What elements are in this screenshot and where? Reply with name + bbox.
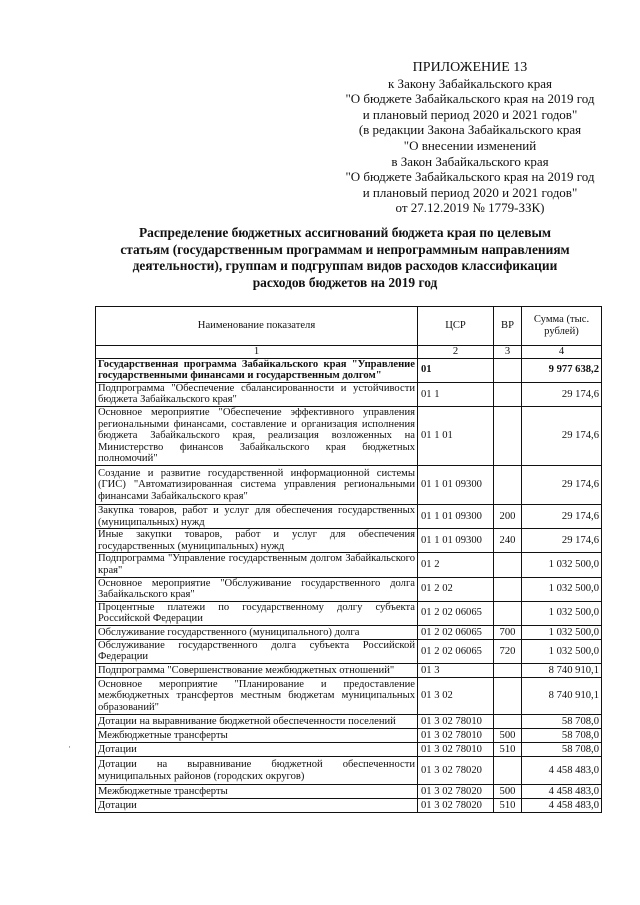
row-sum: 1 032 500,0 [522, 639, 602, 663]
row-name: Основное мероприятие "Планирование и предоставление межбюджетных трансфертов местным бюджетам муниципальных образований" [96, 678, 418, 715]
row-sum: 1 032 500,0 [522, 625, 602, 639]
table-row [96, 625, 602, 639]
header-csr: ЦСР [418, 307, 494, 346]
row-vr: 500 [494, 729, 522, 743]
row-csr: 01 2 02 06065 [418, 601, 494, 625]
appendix-line: от 27.12.2019 № 1779-ЗЗК) [395, 200, 545, 216]
row-vr: 510 [494, 799, 522, 813]
row-csr: 01 2 [418, 553, 494, 577]
header-name: Наименование показателя [96, 307, 418, 346]
document-title-line: деятельности), группам и подгруппам видов расходов классификации [132, 258, 558, 274]
row-name: Основное мероприятие "Обслуживание государственного долга Забайкальского края" [96, 577, 418, 601]
row-name: Дотации [96, 743, 418, 757]
row-sum: 29 174,6 [522, 382, 602, 406]
row-csr: 01 [418, 358, 494, 382]
row-name: Подпрограмма "Управление государственным долгом Забайкальского края" [96, 553, 418, 577]
row-sum: 1 032 500,0 [522, 553, 602, 577]
row-vr: 700 [494, 625, 522, 639]
row-vr: 500 [494, 785, 522, 799]
row-name: Обслуживание государственного долга субъекта Российской Федерации [96, 639, 418, 663]
table-row [96, 529, 602, 553]
document-title-line: Распределение бюджетных ассигнований бюджета края по целевым [138, 225, 552, 240]
table-row [96, 577, 602, 601]
row-sum: 58 708,0 [522, 729, 602, 743]
table-row [96, 799, 602, 813]
row-sum: 1 032 500,0 [522, 601, 602, 625]
row-vr [494, 553, 522, 577]
scan-mark: · [68, 742, 71, 752]
row-vr [494, 601, 522, 625]
row-csr: 01 1 01 09300 [418, 529, 494, 553]
row-vr [494, 664, 522, 678]
row-vr [494, 358, 522, 382]
row-name: Дотации [96, 799, 418, 813]
appendix-line: "О внесении изменений [403, 137, 537, 153]
row-vr [494, 382, 522, 406]
row-csr: 01 3 02 78010 [418, 715, 494, 729]
row-csr: 01 1 01 09300 [418, 465, 494, 504]
row-sum: 29 174,6 [522, 504, 602, 528]
table-row [96, 358, 602, 382]
appendix-line: "О бюджете Забайкальского края на 2019 год [345, 169, 595, 185]
row-vr [494, 577, 522, 601]
row-sum: 58 708,0 [522, 715, 602, 729]
row-sum: 29 174,6 [522, 406, 602, 465]
appendix-line: "О бюджете Забайкальского края на 2019 год [345, 91, 595, 107]
row-vr [494, 757, 522, 785]
row-vr: 200 [494, 504, 522, 528]
row-csr: 01 3 [418, 664, 494, 678]
row-name: Основное мероприятие "Обеспечение эффективного управления региональными финансами, составление и организация исполнения бюджета Забайкальского края, реализация возложенных на Министерство финансов Забайкальского края бюджетных полномочий" [96, 406, 418, 465]
row-sum: 58 708,0 [522, 743, 602, 757]
table-row [96, 601, 602, 625]
row-name: Создание и развитие государственной информационной системы (ГИС) "Автоматизированная система управления региональными финансами Забайкальского края" [96, 465, 418, 504]
row-name: Подпрограмма "Обеспечение сбалансированности и устойчивости бюджета Забайкальского края" [96, 382, 418, 406]
appendix-line: в Закон Забайкальского края [391, 153, 549, 169]
row-name: Межбюджетные трансферты [96, 729, 418, 743]
table-row [96, 639, 602, 663]
table-row [96, 553, 602, 577]
row-sum: 9 977 638,2 [522, 358, 602, 382]
header-sum: Сумма (тыс. рублей) [522, 307, 602, 346]
row-vr: 720 [494, 639, 522, 663]
row-csr: 01 3 02 [418, 678, 494, 715]
row-name: Закупка товаров, работ и услуг для обеспечения государственных (муниципальных) нужд [96, 504, 418, 528]
table-row [96, 729, 602, 743]
row-csr: 01 1 [418, 382, 494, 406]
column-number: 2 [418, 346, 494, 359]
row-name: Процентные платежи по государственному долгу субъекта Российской Федерации [96, 601, 418, 625]
table-row [96, 678, 602, 715]
row-csr: 01 1 01 09300 [418, 504, 494, 528]
row-name: Дотации на выравнивание бюджетной обеспеченности поселений [96, 715, 418, 729]
row-name: Подпрограмма "Совершенствование межбюджетных отношений" [96, 664, 418, 678]
column-number: 3 [494, 346, 522, 359]
appendix-line: и плановый период 2020 и 2021 годов" [362, 184, 578, 200]
table-row [96, 465, 602, 504]
row-sum: 1 032 500,0 [522, 577, 602, 601]
row-vr [494, 678, 522, 715]
appendix-line: к Закону Забайкальского края [387, 75, 552, 91]
row-name: Межбюджетные трансферты [96, 785, 418, 799]
table-row [96, 757, 602, 785]
row-vr [494, 715, 522, 729]
row-csr: 01 2 02 [418, 577, 494, 601]
header-vr: ВР [494, 307, 522, 346]
row-csr: 01 3 02 78010 [418, 743, 494, 757]
table-header-row [96, 307, 602, 346]
row-csr: 01 3 02 78020 [418, 757, 494, 785]
row-vr: 510 [494, 743, 522, 757]
appendix-header [320, 60, 620, 216]
budget-table-body [96, 307, 602, 813]
row-sum: 4 458 483,0 [522, 785, 602, 799]
document-title-line: статьям (государственным программам и непрограммным направлениям [120, 241, 570, 257]
table-row [96, 785, 602, 799]
row-csr: 01 3 02 78020 [418, 799, 494, 813]
row-vr: 240 [494, 529, 522, 553]
row-sum: 4 458 483,0 [522, 757, 602, 785]
row-csr: 01 2 02 06065 [418, 625, 494, 639]
table-row [96, 743, 602, 757]
row-sum: 4 458 483,0 [522, 799, 602, 813]
row-vr [494, 406, 522, 465]
row-sum: 8 740 910,1 [522, 664, 602, 678]
document-title-line: расходов бюджетов на 2019 год [252, 274, 438, 290]
row-sum: 29 174,6 [522, 465, 602, 504]
row-name: Иные закупки товаров, работ и услуг для обеспечения государственных (муниципальных) нужд [96, 529, 418, 553]
row-name: Дотации на выравнивание бюджетной обеспеченности муниципальных районов (городских округов) [96, 757, 418, 785]
table-row [96, 715, 602, 729]
table-row [96, 504, 602, 528]
row-csr: 01 3 02 78020 [418, 785, 494, 799]
appendix-line: (в редакции Закона Забайкальского края [358, 122, 582, 138]
row-csr: 01 2 02 06065 [418, 639, 494, 663]
row-sum: 8 740 910,1 [522, 678, 602, 715]
row-name: Государственная программа Забайкальского края "Управление государственными финансами и государственным долгом" [96, 358, 418, 382]
appendix-title: ПРИЛОЖЕНИЕ 13 [412, 60, 528, 75]
appendix-line: и плановый период 2020 и 2021 годов" [362, 106, 578, 122]
row-csr: 01 1 01 [418, 406, 494, 465]
row-csr: 01 3 02 78010 [418, 729, 494, 743]
budget-table [95, 306, 602, 813]
table-row [96, 382, 602, 406]
column-number: 1 [96, 346, 418, 359]
column-number-row [96, 346, 602, 359]
row-sum: 29 174,6 [522, 529, 602, 553]
column-number: 4 [522, 346, 602, 359]
row-vr [494, 465, 522, 504]
row-name: Обслуживание государственного (муниципального) долга [96, 625, 418, 639]
table-row [96, 406, 602, 465]
table-row [96, 664, 602, 678]
document-title [100, 225, 590, 291]
